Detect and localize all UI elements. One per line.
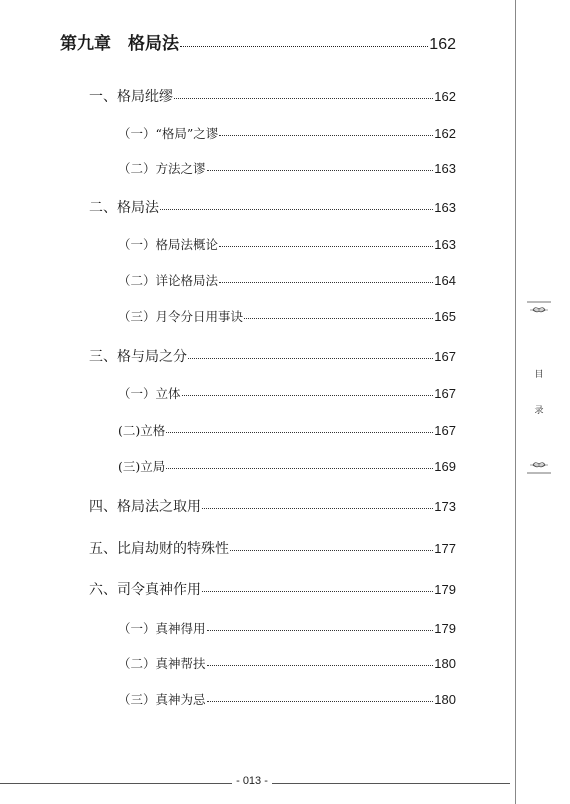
- dot-leader: [244, 317, 433, 319]
- toc-chapter-heading[interactable]: [60, 29, 456, 54]
- dot-leader: [180, 45, 428, 47]
- toc-entry-label: 一、格局纰缪: [89, 89, 173, 105]
- toc-entry-label: （二）详论格局法: [118, 273, 219, 288]
- toc-entry-page: 177: [434, 541, 456, 556]
- toc-entry-page: 164: [434, 273, 456, 288]
- dot-leader: [207, 629, 434, 631]
- toc-entry[interactable]: [89, 86, 456, 106]
- toc-entry-label: 三、格与局之分: [89, 349, 187, 365]
- toc-entry-page: 163: [434, 237, 456, 252]
- dot-leader: [207, 700, 434, 702]
- footer-page-number: - 013 -: [236, 775, 268, 787]
- dot-leader: [188, 357, 433, 359]
- dot-leader: [174, 97, 433, 99]
- toc-entry[interactable]: [118, 619, 456, 637]
- toc-entry-label: （一）立体: [118, 386, 181, 401]
- toc-entry[interactable]: [118, 235, 456, 253]
- toc-entry-page: 173: [434, 499, 456, 514]
- toc-entry[interactable]: [118, 159, 456, 177]
- toc-entry[interactable]: [118, 384, 456, 402]
- toc-entry[interactable]: [118, 307, 456, 325]
- toc-entry-label: 二、格局法: [89, 200, 159, 216]
- toc-entry-label: (二)立格: [118, 423, 166, 438]
- dot-leader: [202, 507, 433, 509]
- toc-entry[interactable]: [118, 690, 456, 708]
- margin-rule: [515, 0, 516, 804]
- margin-label-top: 目: [534, 370, 544, 380]
- toc-entry-page: 167: [434, 386, 456, 401]
- toc-entry[interactable]: [118, 124, 456, 142]
- toc-entry[interactable]: [89, 538, 456, 558]
- toc-entry-page: 167: [434, 423, 456, 438]
- toc-entry-page: 180: [434, 692, 456, 707]
- toc-entry-label: 六、司令真神作用: [89, 582, 201, 598]
- toc-entry-page: 163: [434, 200, 456, 215]
- dot-leader: [166, 467, 433, 469]
- toc-entry-label: 四、格局法之取用: [89, 499, 201, 515]
- dot-leader: [207, 169, 434, 171]
- chapter-title: 第九章 格局法: [60, 34, 179, 54]
- ornament-icon: [527, 458, 551, 476]
- dot-leader: [182, 394, 434, 396]
- toc-entry-page: 162: [434, 126, 456, 141]
- toc-entry-page: 165: [434, 309, 456, 324]
- toc-entry-label: （一）真神得用: [118, 621, 206, 636]
- toc-entry[interactable]: [118, 654, 456, 672]
- toc-entry-label: （二）方法之谬: [118, 161, 206, 176]
- dot-leader: [219, 281, 433, 283]
- toc-entry-page: 167: [434, 349, 456, 364]
- dot-leader: [230, 549, 433, 551]
- toc-entry-label: （三）真神为忌: [118, 692, 206, 707]
- dot-leader: [166, 431, 433, 433]
- toc-entry-label: （一）“格局”之谬: [118, 126, 219, 141]
- toc-entry-page: 169: [434, 459, 456, 474]
- footer-rule-right: [272, 783, 510, 784]
- toc-entry-label: 五、比肩劫财的特殊性: [89, 541, 229, 557]
- margin-label-bottom: 录: [534, 406, 544, 416]
- toc-entry[interactable]: [118, 271, 456, 289]
- toc-entry-page: 162: [434, 89, 456, 104]
- toc-entry[interactable]: [89, 496, 456, 516]
- toc-entry-page: 179: [434, 621, 456, 636]
- dot-leader: [219, 134, 433, 136]
- chapter-page-number: 162: [429, 36, 456, 53]
- toc-entry[interactable]: [118, 421, 456, 439]
- toc-entry-label: (三)立局: [118, 459, 166, 474]
- toc-entry-page: 163: [434, 161, 456, 176]
- toc-entry-label: （二）真神帮扶: [118, 656, 206, 671]
- toc-entry-label: （三）月令分日用事诀: [118, 309, 244, 324]
- toc-entry[interactable]: [118, 457, 456, 475]
- dot-leader: [219, 245, 433, 247]
- toc-entry[interactable]: [89, 346, 456, 366]
- dot-leader: [207, 664, 434, 666]
- dot-leader: [160, 208, 433, 210]
- toc-entry[interactable]: [89, 579, 456, 599]
- toc-entry[interactable]: [89, 197, 456, 217]
- ornament-icon: [527, 300, 551, 318]
- toc-entry-page: 180: [434, 656, 456, 671]
- toc-entry-page: 179: [434, 582, 456, 597]
- dot-leader: [202, 590, 433, 592]
- toc-entry-label: （一）格局法概论: [118, 237, 219, 252]
- footer-rule-left: [0, 783, 232, 784]
